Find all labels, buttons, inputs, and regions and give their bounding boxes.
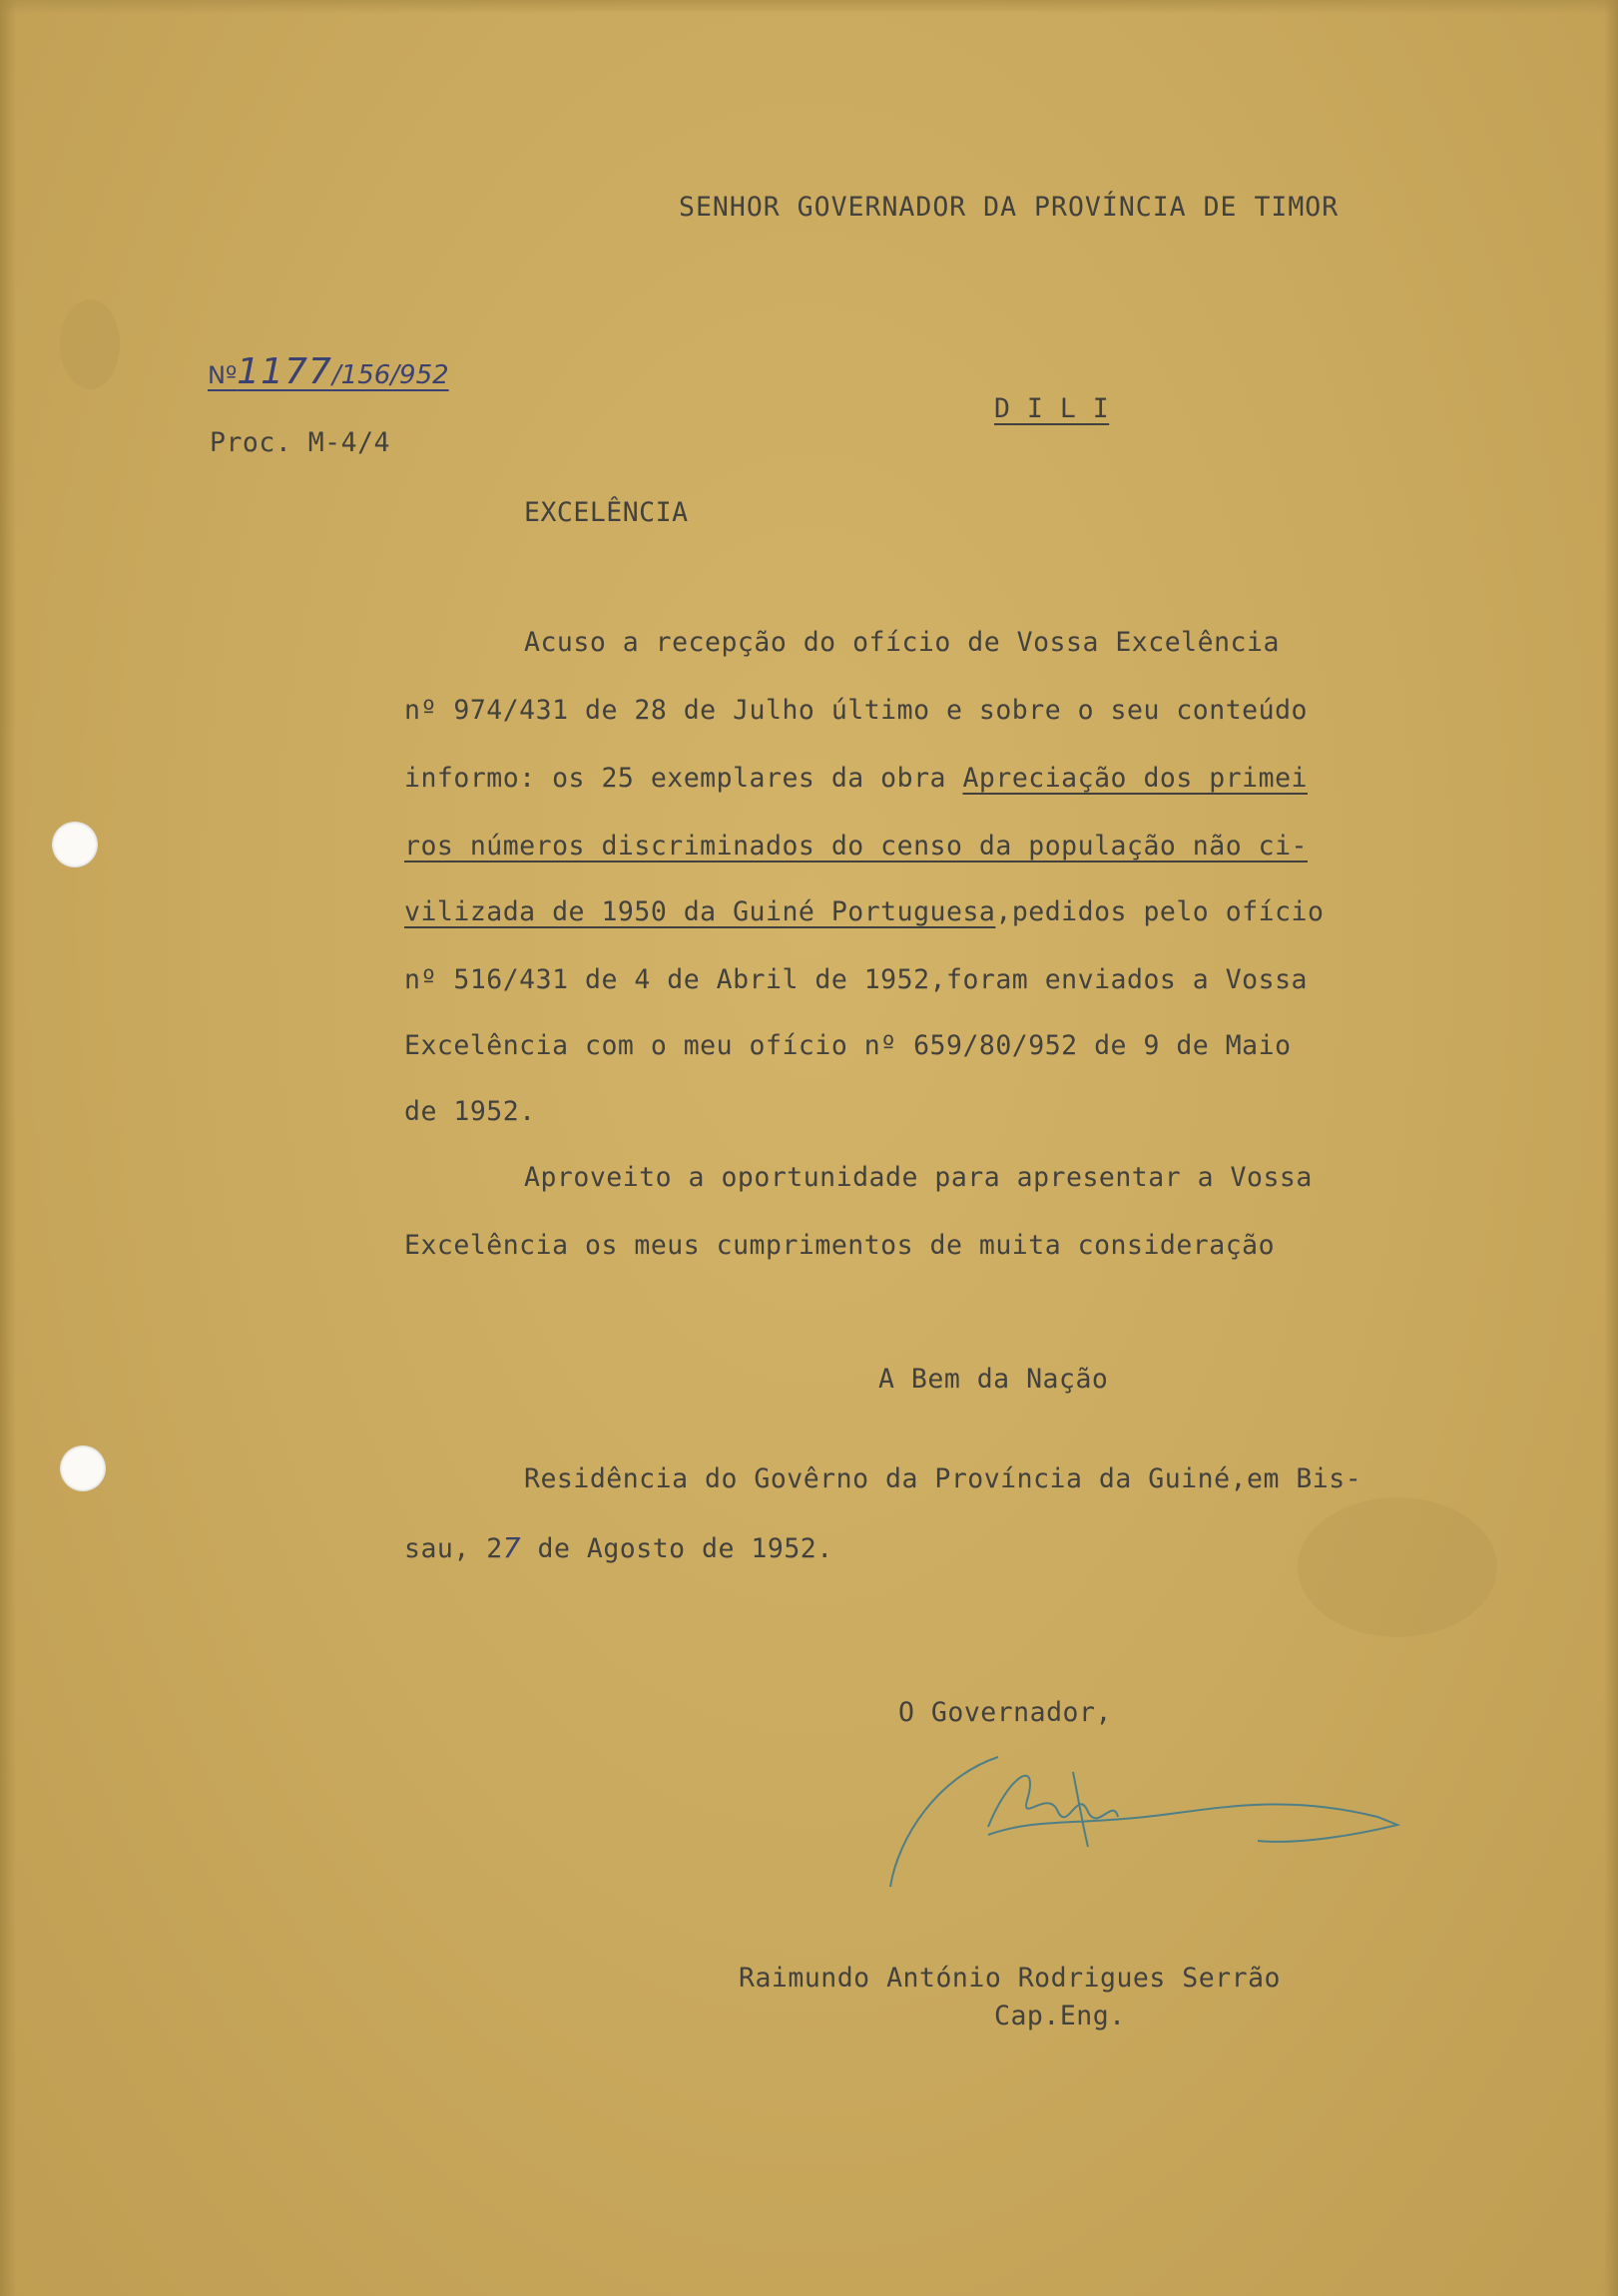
closing-line-2: Excelência os meus cumprimentos de muita consideração <box>404 1230 1276 1261</box>
reference-number <box>208 351 449 392</box>
body-line-5 <box>404 896 1324 927</box>
place-date-line-1: Residência do Govêrno da Província da Guiné,em Bis- <box>524 1463 1362 1494</box>
process-reference: Proc. M-4/4 <box>210 427 390 458</box>
addressee: SENHOR GOVERNADOR DA PROVÍNCIA DE TIMOR <box>679 192 1340 223</box>
place-date-prefix: sau, 2 <box>404 1533 503 1564</box>
signatory-rank: Cap.Eng. <box>994 2001 1126 2031</box>
paper-edge-right <box>1604 0 1618 2296</box>
signatory-name: Raimundo António Rodrigues Serrão <box>739 1963 1281 1994</box>
body-line-3-text: informo: os 25 exemplares da obra <box>404 763 963 794</box>
signature-stroke <box>890 1757 998 1887</box>
book-title-part-3: vilizada de 1950 da Guiné Portuguesa <box>404 896 996 927</box>
body-line-1: Acuso a recepção do ofício de Vossa Excelência <box>524 627 1280 658</box>
motto: A Bem da Nação <box>878 1364 1109 1395</box>
handwritten-day-digit: 7 <box>502 1531 522 1564</box>
body-line-2: nº 974/431 de 28 de Julho último e sobre o seu conteúdo <box>404 695 1308 726</box>
paper-stain <box>1298 1497 1497 1637</box>
reference-suffix: /156/952 <box>331 360 449 390</box>
signatory-title: O Governador, <box>898 1697 1112 1728</box>
place-date-line-2 <box>404 1531 833 1564</box>
reference-prefix: Nº <box>208 361 238 389</box>
book-title-part-2: ros números discriminados do censo da população não ci- <box>404 831 1308 861</box>
signature-stroke <box>988 1804 1397 1841</box>
book-title-part-1: Apreciação dos primei <box>962 763 1308 794</box>
body-line-7: Excelência com o meu ofício nº 659/80/952 de 9 de Maio <box>404 1030 1292 1061</box>
paper-edge-top <box>0 0 1618 14</box>
punch-hole-top <box>52 822 98 867</box>
body-line-5-text: ,pedidos pelo ofício <box>995 896 1325 927</box>
signature <box>878 1717 1417 1907</box>
reference-handwritten-number: 1177 <box>237 351 332 392</box>
body-line-3 <box>404 763 1308 794</box>
city: D I L I <box>994 393 1110 424</box>
signature-stroke <box>988 1776 1118 1827</box>
place-date-suffix: de Agosto de 1952. <box>521 1533 833 1564</box>
body-line-6: nº 516/431 de 4 de Abril de 1952,foram enviados a Vossa <box>404 964 1308 995</box>
punch-hole-bottom <box>60 1445 106 1491</box>
closing-line-1: Aproveito a oportunidade para apresentar a Vossa <box>524 1162 1313 1193</box>
paper-stain <box>60 299 120 389</box>
signature-stroke <box>1073 1772 1088 1847</box>
salutation: EXCELÊNCIA <box>524 497 689 528</box>
paper-edge-left <box>0 0 16 2296</box>
body-line-8: de 1952. <box>404 1096 536 1127</box>
